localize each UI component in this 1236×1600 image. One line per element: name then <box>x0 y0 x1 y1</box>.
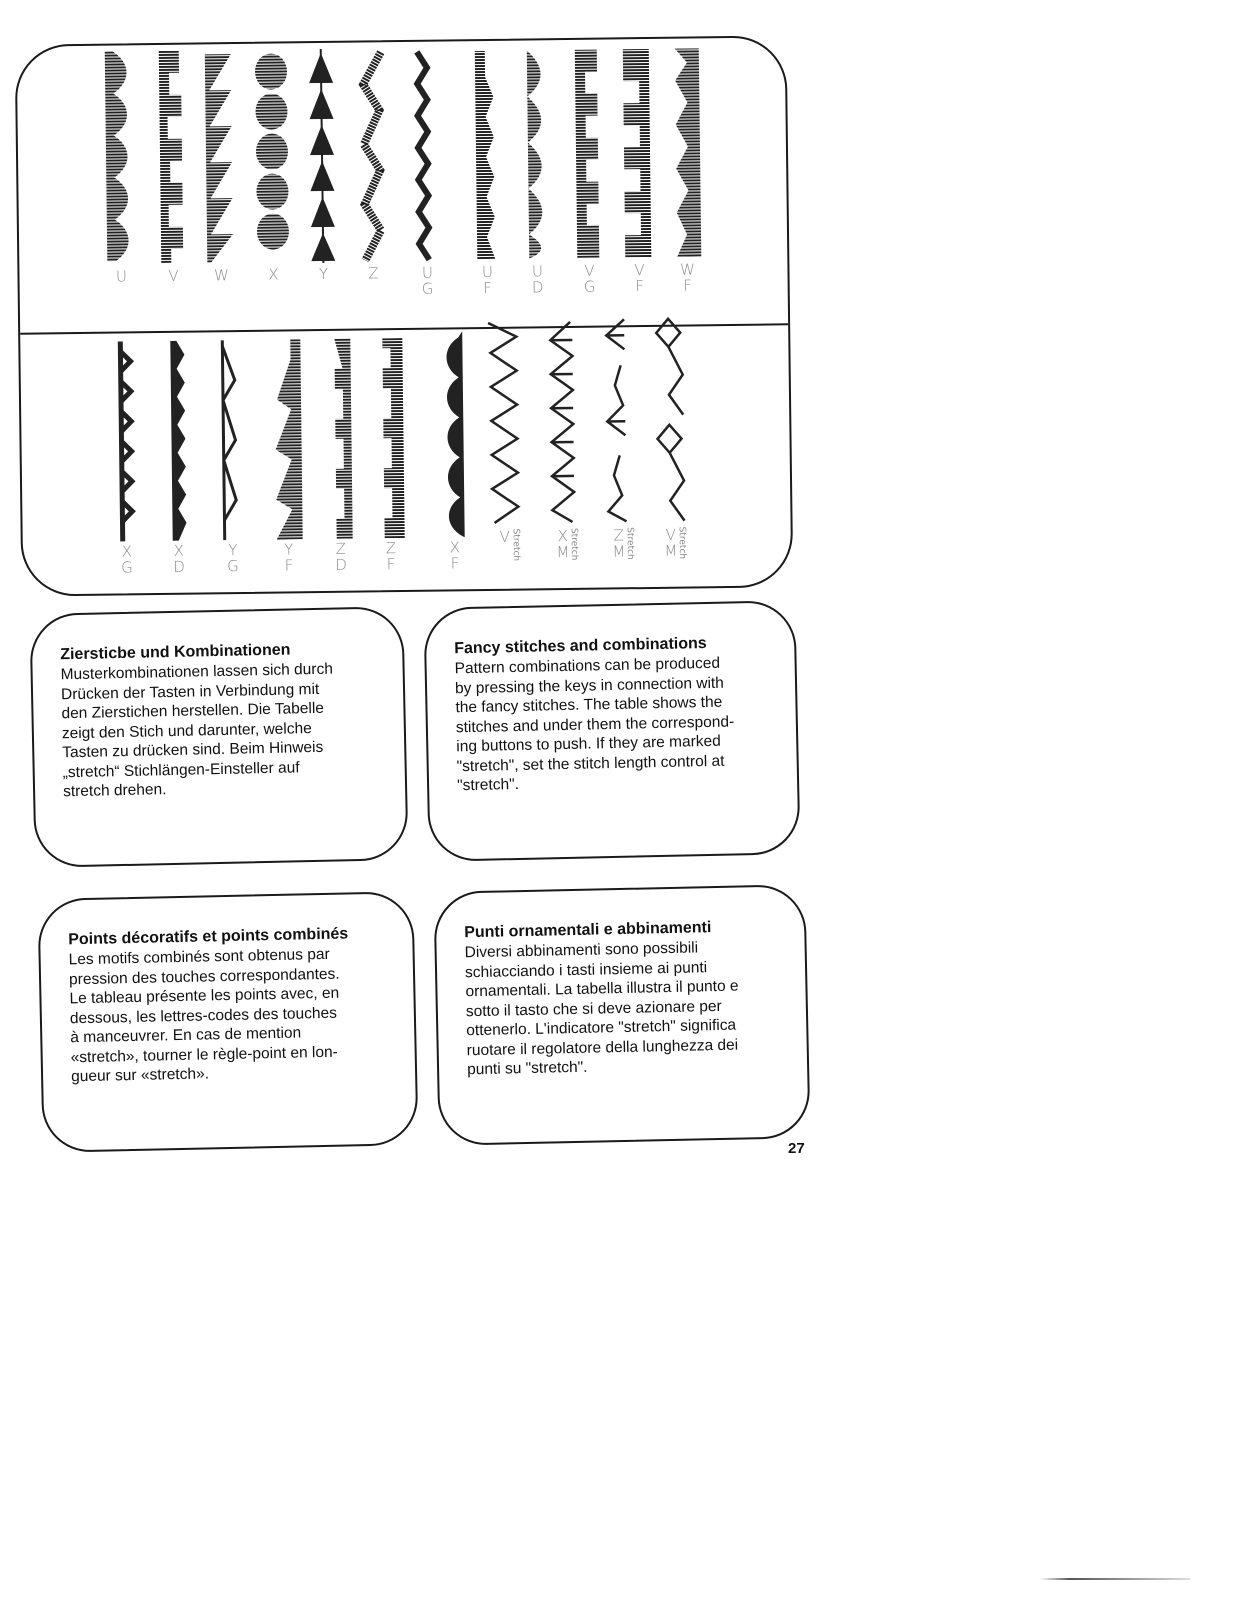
stitch-pattern-icon <box>210 340 252 540</box>
box-body: Les motifs combinés sont obtenus par pression des touches correspondantes. Le tableau présente les points avec, en dessous, les lettres-codes des touches à manceuvrer. En cas de mention «stretch», tourner le règle-point en lon- gueur sur «stretch». <box>68 945 340 1086</box>
text-box-german <box>29 606 408 868</box>
stitch-z <box>351 48 394 283</box>
box-body: Pattern combinations can be produced by pressing the keys in connection with the fancy stitches. The table shows the stitches and under them the correspond- ing buttons to push. If they are marked "stretch", set the stitch length control at "stretch". <box>454 654 735 795</box>
key-code: U <box>481 262 494 282</box>
key-code: Z <box>335 539 347 558</box>
key-code: Y <box>284 540 294 559</box>
text-box-italian <box>433 884 810 1146</box>
key-code: M <box>556 542 570 562</box>
stitch-zf <box>368 338 411 574</box>
key-code: U <box>421 263 434 282</box>
key-code: F <box>386 555 396 574</box>
stitch-pattern-icon <box>596 315 639 525</box>
stitch-ug <box>405 47 448 298</box>
stitch-pattern-icon <box>432 331 475 537</box>
box-title: Punti ornamentali e abbinamenti <box>464 919 712 942</box>
key-code: X <box>121 542 133 561</box>
stitch-pattern-icon <box>151 51 194 266</box>
stitch-vf <box>617 45 660 296</box>
stitch-pattern-icon <box>301 49 344 264</box>
key-code: M <box>612 542 626 561</box>
stitch-u <box>99 51 142 286</box>
stitch-table-panel <box>15 35 794 596</box>
stitch-pattern-icon <box>540 316 583 526</box>
stitch-pattern-icon <box>567 46 610 261</box>
stitch-pattern-icon <box>465 47 508 262</box>
key-code: U <box>531 262 544 281</box>
key-code: D <box>173 557 185 576</box>
stitch-pattern-icon <box>368 338 410 538</box>
box-title: Ziersticbe und Kombinationen <box>60 641 291 664</box>
stitch-pattern-icon <box>251 49 294 264</box>
key-code: W <box>213 266 230 285</box>
stitch-pattern-icon <box>515 46 558 261</box>
stitch-x <box>251 49 294 284</box>
key-code: V <box>584 261 595 280</box>
text-box-french <box>37 891 418 1153</box>
key-code: M <box>664 541 678 560</box>
stitch-y <box>301 49 344 284</box>
key-code: F <box>450 554 460 573</box>
key-code: G <box>421 279 434 298</box>
box-body: Musterkombinationen lassen sich durch Drücken der Tasten in Verbindung mit den Zierstichen herstellen. Die Tabelle zeigt den Stich und darunter, welche Tasten zu drücken sind. Beim Hinweis „stretch“ Stichlängen-Einsteller auf stretch drehen. <box>60 660 334 801</box>
stitch-yg <box>210 340 253 576</box>
key-code: D <box>531 278 544 297</box>
key-code: F <box>683 276 693 295</box>
stitch-vm-stretch <box>648 315 691 561</box>
key-code: W <box>679 260 695 279</box>
key-code: X <box>557 527 568 546</box>
key-code: X <box>449 538 461 557</box>
key-code: G <box>583 277 596 296</box>
stitch-pattern-icon <box>405 47 448 262</box>
stitch-xd <box>156 341 199 577</box>
stretch-note: Stretch <box>568 527 579 561</box>
key-code: G <box>227 557 239 576</box>
stitch-w <box>199 50 242 285</box>
stitch-zm-stretch <box>596 315 639 561</box>
key-code: Z <box>385 539 397 558</box>
stretch-note: Stretch <box>624 527 635 560</box>
stitch-pattern-icon <box>99 51 142 266</box>
stitch-pattern-icon <box>351 48 394 263</box>
key-code: Z <box>368 264 379 283</box>
key-code: Z <box>613 526 624 545</box>
key-code: F <box>635 277 645 296</box>
stitch-yf <box>266 339 309 575</box>
stitch-v <box>151 51 194 286</box>
key-code: X <box>268 265 279 284</box>
key-code: F <box>483 278 493 298</box>
stitch-pattern-icon <box>266 339 308 539</box>
stitch-pattern-icon <box>318 339 360 539</box>
key-code: X <box>173 541 185 560</box>
stitch-xg <box>104 341 147 577</box>
box-title: Fancy stitches and combinations <box>454 634 707 658</box>
page-number: 27 <box>788 1140 805 1157</box>
key-code: D <box>335 555 347 574</box>
stitch-pattern-icon <box>648 315 691 525</box>
scan-edge-mark <box>1040 1578 1190 1580</box>
key-code: F <box>284 556 294 575</box>
key-code: Y <box>318 264 329 284</box>
stitch-pattern-icon <box>482 317 525 527</box>
box-body: Diversi abbinamenti sono possibili schiacciando i tasti insieme ai punti ornamentali. La tabella illustra il punto e sotto il tasto che si deve azionare per ottenerlo. L'indicatore "stretch" significa ruotare il regolatore della lunghezza dei punti su "stretch". <box>464 939 739 1079</box>
stretch-note: Stretch <box>510 528 522 562</box>
key-code: V <box>168 266 179 285</box>
stitch-zd <box>318 339 361 575</box>
key-code: G <box>121 558 133 577</box>
stitch-v-stretch <box>482 317 525 547</box>
stitch-pattern-icon <box>104 341 146 541</box>
key-code: Y <box>228 541 238 560</box>
key-code: V <box>499 527 510 546</box>
stitch-uf <box>465 47 508 298</box>
key-code: V <box>665 525 676 544</box>
box-title: Points décoratifs et points combinés <box>68 925 349 949</box>
stretch-note: Stretch <box>676 526 687 560</box>
stitch-pattern-icon <box>199 50 242 265</box>
stitch-pattern-icon <box>156 341 198 541</box>
stitch-xf <box>432 331 475 573</box>
stitch-xm-stretch <box>540 316 583 562</box>
stitch-pattern-icon <box>617 45 660 260</box>
stitch-ud <box>515 46 558 297</box>
stitch-pattern-icon <box>665 44 708 259</box>
text-box-english <box>423 600 800 862</box>
stitch-vg <box>567 46 610 297</box>
key-code: U <box>115 267 128 286</box>
key-code: V <box>634 261 645 280</box>
stitch-wf <box>665 44 708 295</box>
